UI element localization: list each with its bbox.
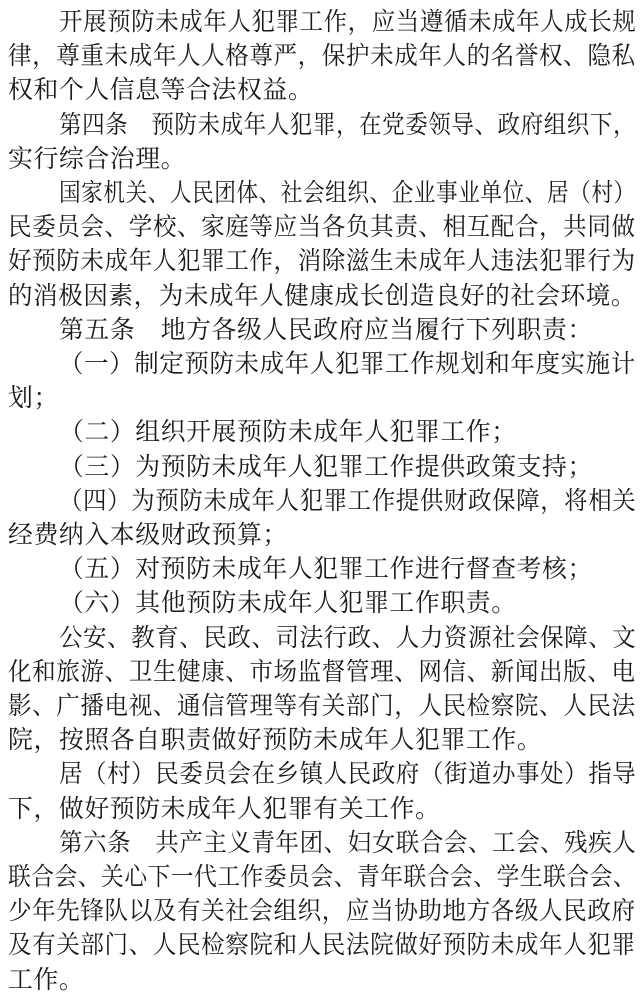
text-line: 院，按照各自职责做好预防未成年人犯罪工作。 xyxy=(8,725,543,755)
text-line: 影、广播电视、通信管理等有关部门，人民检察院、人民法 xyxy=(8,691,636,720)
text-line: 下，做好预防未成年人犯罪有关工作。 xyxy=(8,793,441,823)
text-line: （一）制定预防未成年人犯罪工作规划和年度实施计 xyxy=(59,349,636,378)
text-line: （六）其他预防未成年人犯罪工作职责。 xyxy=(59,588,517,618)
text-line: 及有关部门、人民检察院和人民法院做好预防未成年人犯罪 xyxy=(8,930,636,960)
text-line: 第四条 预防未成年人犯罪，在党委领导、政府组织下， xyxy=(59,109,637,139)
text-line: （二）组织开展预防未成年人犯罪工作； xyxy=(59,417,517,447)
text-line: 化和旅游、卫生健康、市场监督管理、网信、新闻出版、电 xyxy=(8,656,636,686)
text-line: 第六条 共产主义青年团、妇女联合会、工会、残疾人 xyxy=(59,827,637,857)
text-line: 权和个人信息等合法权益。 xyxy=(8,75,314,105)
text-line: 联合会、关心下一代工作委员会、青年联合会、学生联合会、 xyxy=(8,862,637,891)
text-line: 律，尊重未成年人人格尊严，保护未成年人的名誉权、隐私 xyxy=(8,41,636,71)
text-line: （四）为预防未成年人犯罪工作提供财政保障，将相关 xyxy=(59,485,637,515)
text-line: 公安、教育、民政、司法行政、人力资源社会保障、文 xyxy=(59,622,637,652)
text-line: （三）为预防未成年人犯罪工作提供政策支持； xyxy=(59,451,593,481)
text-line: 国家机关、人民团体、社会组织、企业事业单位、居（村） xyxy=(59,178,636,207)
text-line: 好预防未成年人犯罪工作，消除滋生未成年人违法犯罪行为 xyxy=(8,246,636,276)
text-line: 居（村）民委员会在乡镇人民政府（街道办事处）指导 xyxy=(59,759,637,789)
text-line: 划； xyxy=(8,383,59,413)
text-line: （五）对预防未成年人犯罪工作进行督查考核； xyxy=(59,554,593,584)
text-line: 工作。 xyxy=(8,964,85,994)
text-line: 实行综合治理。 xyxy=(8,143,187,173)
text-line: 开展预防未成年人犯罪工作，应当遵循未成年人成长规 xyxy=(59,7,637,36)
text-line: 第五条 地方各级人民政府应当履行下列职责： xyxy=(59,314,593,344)
text-line: 少年先锋队以及有关社会组织，应当协助地方各级人民政府 xyxy=(8,896,636,926)
text-line: 的消极因素，为未成年人健康成长创造良好的社会环境。 xyxy=(8,280,636,310)
text-line: 民委员会、学校、家庭等应当各负其责、相互配合，共同做 xyxy=(8,212,636,242)
text-line: 经费纳入本级财政预算； xyxy=(8,520,288,549)
